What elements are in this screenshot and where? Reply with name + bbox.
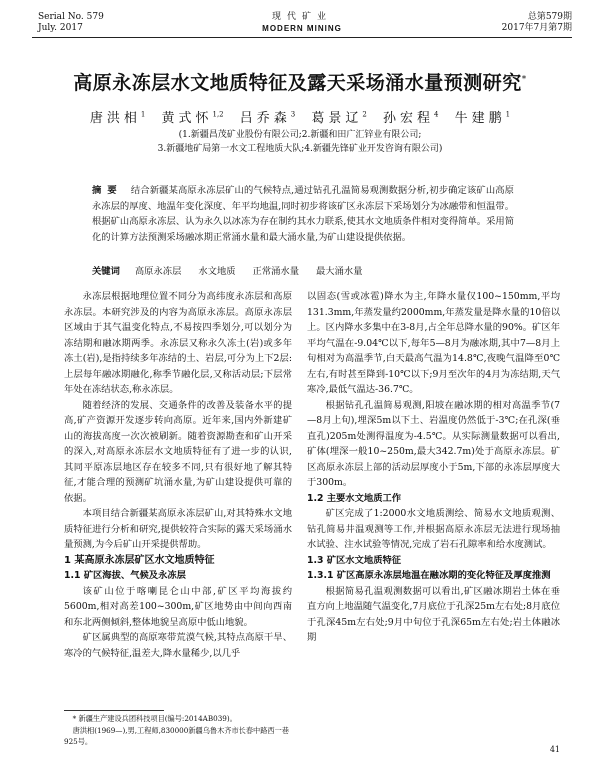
author-name: 牛建鹏$^1$ [454,110,511,126]
keywords-label: 关键词 [92,266,120,277]
affiliation-line: (1.新疆昌茂矿业股份有限公司;2.新疆和田广汇锌业有限公司; [178,130,422,140]
body-paragraph: 该矿山位于喀喇昆仑山中部,矿区平均海拔约5600m,相对高差100~300m,矿区地势由中间向西南和东北两侧倾斜,整体地貌呈高原中低山地貌。 [64,585,292,628]
body-paragraph: 以固态(雪或冰雹)降水为主,年降水量仅100~150mm,平均131.3mm,年蒸发量约2000mm,年蒸发量是降水量的10倍以上。区内降水多集中在3-8月,占全年总降水量的90%。矿区年平均气温在-9.04℃以下,每年5—8月为融冰期,其中7—8月上旬相对为高温季节,白天最高气温为14.8℃,夜晚气温降至0℃左右,有时甚至降到-10℃以下;9月至次年的4月为冻结期,天气寒冷,最低气温达-36.7℃。 [307,291,560,395]
body-paragraph: 根据钻孔孔温简易观测,阳坡在融冰期的相对高温季节(7—8月上旬),埋深5m以下土、岩温度仍然低于-3℃;在孔深(垂直孔)205m处测得温度为-4.5℃。从实际测量数据可以看出,矿体(埋深一般10~250m,最大342.7m)处于高原永冻层。矿区高原永冻层上部的活动层厚度小于5m,下部的永冻层厚度大于300m。 [307,399,560,488]
body-paragraph: 根据简易孔温观测数据可以看出,矿区融冰期岩土体在垂直方向上地温随气温变化,7月底位于孔深25m左右处;8月底位于孔深45m左右处;9月中旬位于孔深65m左右处;岩土体融冰期 [307,585,560,643]
issue-date: 2017年7月第7期 [501,23,572,33]
title-footnote-mark: * [521,74,527,85]
keywords [92,264,514,279]
affiliation-line: 3.新疆地矿局第一水文工程地质大队;4.新疆先锋矿业开发咨询有限公司) [157,144,443,154]
author-list [0,107,600,126]
body-paragraph: 随着经济的发展、交通条件的改善及装备水平的提高,矿产资源开发逐步转向高原。近年来,国内外新建矿山的海拔高度一次次被刷新。随着资源勘查和矿山开采的深入,对高原永冻层水文地质特征有了进一步的认识,其同平原冻层地区存在较多不同,只有很好地了解其特征,才能合理的预测矿坑涌水量,为矿山建设提供可靠的依据。 [64,399,292,504]
author-name: 唐洪相$^1$ [89,110,146,126]
subsection-heading: 1.1 矿区海拔、气候及永冻层 [64,570,186,581]
subsubsection-heading: 1.3.1 矿区高原永冻层地温在融冰期的变化特征及厚度推测 [307,570,551,581]
body-column-left [64,289,292,661]
body-column-right [307,289,560,646]
abstract-text: 结合新疆某高原永冻层矿山的气候特点,通过钻孔孔温简易观测数据分析,初步确定该矿山高原永冻层的厚度、地温年变化深度、年平均地温,同时初步将该矿区永冻层下采场划分为冰融带和恒温带。根据矿山高原永冻层、认为永久以冰冻为存在制约其水力联系,使其水文地质条件相对变得简单。采用简化的计算方法预测采场融冰期正常涌水量和最大涌水量,为矿山建设提供依据。 [92,185,514,243]
subsection-heading: 1.2 主要水文地质工作 [307,492,402,504]
keyword: 水文地质 [198,266,236,277]
body-paragraph: 矿区完成了1:2000水文地质测绘、简易水文地质观测、钻孔简易井温观测等工作,并根据高原永冻层无法进行现场抽水试验、注水试验等情况,完成了岩石孔隙率和给水度测试。 [307,508,560,550]
keyword: 高原永冻层 [134,266,182,277]
journal-name-cn: 现代矿业 [271,12,332,22]
issue-month: July. 2017 [38,23,83,33]
page-number: 41 [549,745,560,754]
author-name: 葛景辽$^2$ [311,110,367,126]
running-header [32,10,572,40]
footnote: 唐洪相(1969—),男,工程师,830000新疆乌鲁木齐市长春中路西一巷925号。 [64,725,289,746]
author-name: 孙宏程$^4$ [383,110,439,126]
section-heading: 1 某高原永冻层矿区水文地质特征 [64,554,215,566]
keyword: 正常涌水量 [252,266,300,277]
footnote-rule [64,710,164,711]
subsection-heading: 1.3 矿区水文地质特征 [307,554,402,566]
body-paragraph: 本项目结合新疆某高原永冻层矿山,对其特殊水文地质特征进行分析和研究,提供较符合实际的露天采场涌水量预测,为今后矿山开采提供帮助。 [64,508,292,550]
body-paragraph: 矿区属典型的高原寒带荒漠气候,其特点高原干旱、寒冷的气候特征,温差大,降水量稀少,以几乎 [64,632,292,659]
abstract [92,183,514,245]
footnotes [64,713,292,748]
abstract-label: 摘要 [92,185,123,196]
journal-name-en: MODERN MINING [262,24,342,33]
author-name: 黄式怀$^{1,2}$ [161,110,224,126]
serial-number: Serial No. 579 [38,12,104,22]
author-name: 吕乔森$^3$ [239,110,296,126]
keyword: 最大涌水量 [315,266,363,277]
header-rule [32,37,572,38]
footnote: * 新疆生产建设兵团科技项目(编号:2014AB039)。 [72,714,237,723]
paper-title: 高原永冻层水文地质特征及露天采场涌水量预测研究* [73,72,527,94]
total-issue: 总第579期 [527,12,572,22]
body-paragraph: 永冻层根据地理位置不同分为高纬度永冻层和高原永冻层。本研究涉及的内容为高原永冻层。高原永冻层区域由于其气温变化特点,不易按四季划分,可以划分为冻结期和融冰期两季。永冻层又称永久冻土(岩)或多年冻土(岩),是指持续多年冻结的土、岩层,可分为上下2层:上层每年融冰期融化,称季节融化层,又称活动层;下层常年处在冻结状态,称永冻层。 [64,291,292,395]
